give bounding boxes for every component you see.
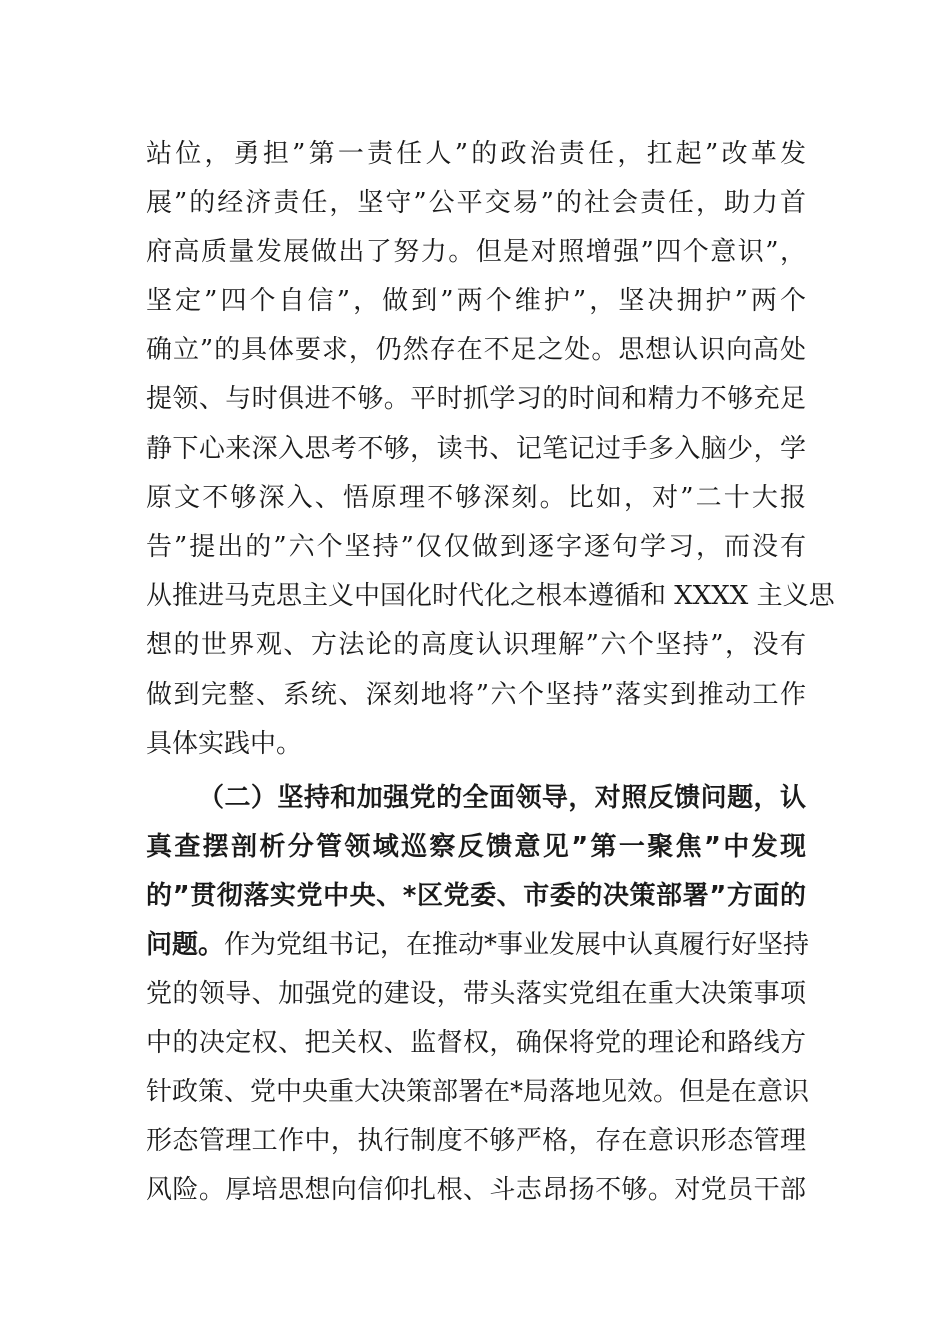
section-heading-line: 真查摆剖析分管领域巡察反馈意见”第一聚焦”中发现 — [146, 832, 806, 862]
paragraph-line: 告”提出的”六个坚持”仅仅做到逐字逐句学习，而没有 — [146, 532, 806, 562]
section-heading-line: 的”贯彻落实党中央、*区党委、市委的决策部署”方面的 — [146, 881, 806, 911]
paragraph-line: 针政策、党中央重大决策部署在*局落地见效。但是在意识 — [146, 1077, 810, 1107]
section-heading-line: （二）坚持和加强党的全面领导，对照反馈问题，认 — [198, 783, 806, 813]
paragraph-line: 提领、与时俱进不够。平时抓学习的时间和精力不够充足 — [146, 384, 806, 414]
paragraph-line: 从推进马克思主义中国化时代化之根本遵循和 XXXX 主义思 — [146, 581, 835, 611]
paragraph-line: 坚定”四个自信”，做到”两个维护”，坚决拥护”两个 — [146, 286, 806, 316]
paragraph-line: 站位，勇担”第一责任人”的政治责任，扛起”改革发 — [146, 139, 806, 169]
paragraph-line: 府高质量发展做出了努力。但是对照增强”四个意识”， — [146, 237, 806, 267]
paragraph-line: 具体实践中。 — [146, 729, 303, 759]
paragraph-line: 中的决定权、把关权、监督权，确保将党的理论和路线方 — [146, 1028, 806, 1058]
paragraph-line: 做到完整、系统、深刻地将”六个坚持”落实到推动工作 — [146, 680, 806, 710]
paragraph-line: 原文不够深入、悟原理不够深刻。比如，对”二十大报 — [146, 483, 806, 513]
paragraph-line: 确立”的具体要求，仍然存在不足之处。思想认识向高处 — [146, 335, 806, 365]
paragraph-line: 静下心来深入思考不够，读书、记笔记过手多入脑少，学 — [146, 434, 806, 464]
body-start: 作为党组书记，在推动*事业发展中认真履行好坚持 — [224, 930, 810, 960]
paragraph-line: 风险。厚培思想向信仰扎根、斗志昂扬不够。对党员干部 — [146, 1175, 806, 1205]
paragraph-line: 党的领导、加强党的建设，带头落实党组在重大决策事项 — [146, 979, 806, 1009]
heading-tail: 问题。 — [146, 930, 225, 960]
paragraph-line: 展”的经济责任，坚守”公平交易”的社会责任，助力首 — [146, 188, 806, 218]
paragraph-line: 形态管理工作中，执行制度不够严格，存在意识形态管理 — [146, 1126, 806, 1156]
paragraph-line: 想的世界观、方法论的高度认识理解”六个坚持”，没有 — [146, 630, 806, 660]
mixed-heading-body-line — [146, 925, 810, 965]
